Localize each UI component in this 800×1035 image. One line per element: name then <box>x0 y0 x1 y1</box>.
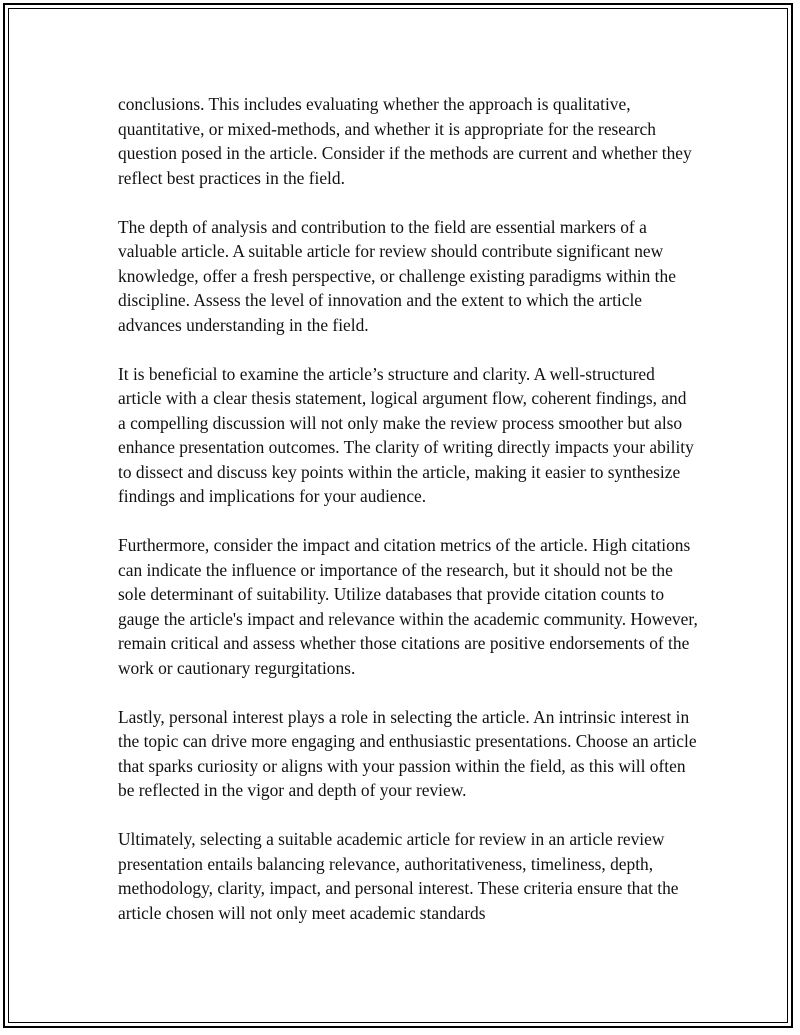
document-body <box>118 92 698 925</box>
paragraph-structure-clarity: It is beneficial to examine the article’s structure and clarity. A well-structured article with a clear thesis statement, logical argument flow, coherent findings, and a compelling discussion will not only make the review process smoother but also enhance presentation outcomes. The clarity of writing directly impacts your ability to dissect and discuss key points within the article, making it easier to synthesize findings and implications for your audience. <box>118 363 694 506</box>
paragraph-personal-interest: Lastly, personal interest plays a role in selecting the article. An intrinsic interest in the topic can drive more engaging and enthusiastic presentations. Choose an article that sparks curiosity or aligns with your passion within the field, as this will often be reflected in the vigor and depth of your review. <box>118 706 697 800</box>
paragraph-conclusion: Ultimately, selecting a suitable academic article for review in an article review presentation entails balancing relevance, authoritativeness, timeliness, depth, methodology, clarity, impact, and personal interest. These criteria ensure that the article chosen will not only meet academic standards <box>118 829 679 923</box>
paragraph-depth-of-analysis: The depth of analysis and contribution to the field are essential markers of a valuable article. A suitable article for review should contribute significant new knowledge, offer a fresh perspective, or challenge existing paradigms within the discipline. Assess the level of innovation and the extent to which the article advances understanding in the field. <box>118 216 676 335</box>
paragraph-citation-metrics: Furthermore, consider the impact and citation metrics of the article. High citations can indicate the influence or importance of the research, but it should not be the sole determinant of suitability. Utilize databases that provide citation counts to gauge the article's impact and relevance within the academic community. However, remain critical and assess whether those citations are positive endorsements of the work or cautionary regurgitations. <box>118 535 698 678</box>
paragraph-methodology: conclusions. This includes evaluating whether the approach is qualitative, quantitative, or mixed-methods, and whether it is appropriate for the research question posed in the article. Consider if the methods are current and whether they reflect best practices in the field. <box>118 94 692 188</box>
